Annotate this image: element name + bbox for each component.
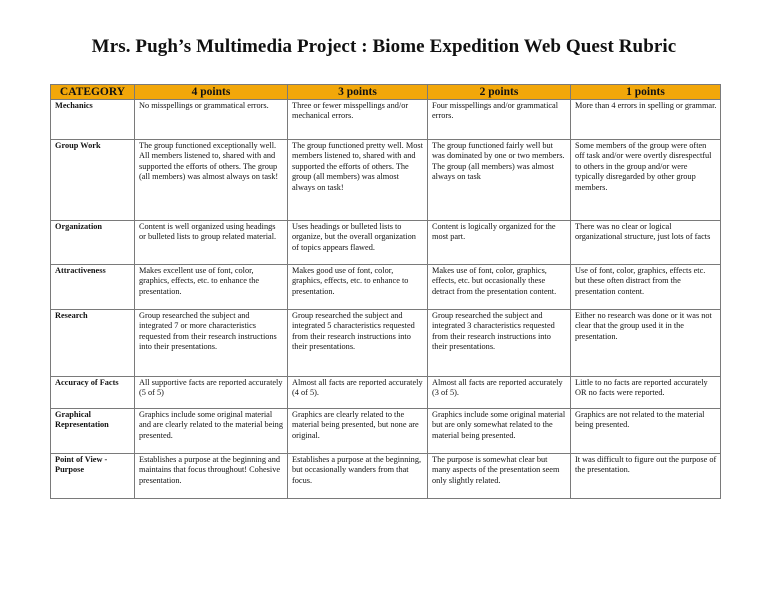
table-row <box>51 221 721 265</box>
category-cell: Group Work <box>51 140 135 221</box>
header-1-points: 1 points <box>571 85 721 100</box>
category-cell: Accuracy of Facts <box>51 377 135 409</box>
criteria-cell: Makes use of font, color, graphics, effects, etc. but occasionally these detract from the presentation content. <box>428 265 571 310</box>
category-cell: Research <box>51 310 135 377</box>
criteria-cell: Establishes a purpose at the beginning, but occasionally wanders from that focus. <box>288 454 428 499</box>
criteria-cell: The group functioned exceptionally well. All members listened to, shared with and supported the efforts of others. The group (all members) was almost always on task! <box>135 140 288 221</box>
criteria-cell: It was difficult to figure out the purpose of the presentation. <box>571 454 721 499</box>
criteria-cell: Content is well organized using headings or bulleted lists to group related material. <box>135 221 288 265</box>
criteria-cell: No misspellings or grammatical errors. <box>135 100 288 140</box>
category-cell: Graphical Representation <box>51 409 135 454</box>
table-row <box>51 100 721 140</box>
criteria-cell: There was no clear or logical organizational structure, just lots of facts <box>571 221 721 265</box>
criteria-cell: Group researched the subject and integrated 7 or more characteristics requested from their research instructions into their presentations. <box>135 310 288 377</box>
criteria-cell: Graphics are clearly related to the material being presented, but none are original. <box>288 409 428 454</box>
table-row <box>51 454 721 499</box>
criteria-cell: Some members of the group were often off task and/or were overtly disrespectful to others in the group and/or were typically disregarded by other group members. <box>571 140 721 221</box>
category-cell: Attractiveness <box>51 265 135 310</box>
criteria-cell: The group functioned pretty well. Most members listened to, shared with and supported the efforts of others. The group (all members) was almost always on task! <box>288 140 428 221</box>
criteria-cell: Graphics include some original material and are clearly related to the material being presented. <box>135 409 288 454</box>
criteria-cell: More than 4 errors in spelling or grammar. <box>571 100 721 140</box>
criteria-cell: Use of font, color, graphics, effects etc. but these often distract from the presentation content. <box>571 265 721 310</box>
criteria-cell: Uses headings or bulleted lists to organize, but the overall organization of topics appears flawed. <box>288 221 428 265</box>
criteria-cell: Graphics include some original material but are only somewhat related to the material being presented. <box>428 409 571 454</box>
criteria-cell: Little to no facts are reported accurately OR no facts were reported. <box>571 377 721 409</box>
table-row <box>51 377 721 409</box>
criteria-cell: The purpose is somewhat clear but many aspects of the presentation seem only slightly related. <box>428 454 571 499</box>
category-cell: Organization <box>51 221 135 265</box>
table-row <box>51 140 721 221</box>
criteria-cell: Graphics are not related to the material being presented. <box>571 409 721 454</box>
criteria-cell: Three or fewer misspellings and/or mechanical errors. <box>288 100 428 140</box>
criteria-cell: Almost all facts are reported accurately (3 of 5). <box>428 377 571 409</box>
criteria-cell: The group functioned fairly well but was dominated by one or two members. The group (all members) was almost always on task <box>428 140 571 221</box>
criteria-cell: Makes excellent use of font, color, graphics, effects, etc. to enhance the presentation. <box>135 265 288 310</box>
table-row <box>51 265 721 310</box>
criteria-cell: Almost all facts are reported accurately (4 of 5). <box>288 377 428 409</box>
rubric-table <box>50 84 721 499</box>
criteria-cell: Content is logically organized for the most part. <box>428 221 571 265</box>
header-category: CATEGORY <box>51 85 135 100</box>
table-row <box>51 310 721 377</box>
header-4-points: 4 points <box>135 85 288 100</box>
category-cell: Mechanics <box>51 100 135 140</box>
criteria-cell: Group researched the subject and integrated 5 characteristics requested from their research instructions into their presentations. <box>288 310 428 377</box>
category-cell: Point of View - Purpose <box>51 454 135 499</box>
table-row <box>51 409 721 454</box>
header-3-points: 3 points <box>288 85 428 100</box>
criteria-cell: Four misspellings and/or grammatical errors. <box>428 100 571 140</box>
page-title: Mrs. Pugh’s Multimedia Project : Biome Expedition Web Quest Rubric <box>91 36 677 57</box>
criteria-cell: All supportive facts are reported accurately (5 of 5) <box>135 377 288 409</box>
header-row <box>51 85 721 100</box>
criteria-cell: Group researched the subject and integrated 3 characteristics requested from their research instructions into their presentations. <box>428 310 571 377</box>
criteria-cell: Either no research was done or it was not clear that the group used it in the presentation. <box>571 310 721 377</box>
criteria-cell: Establishes a purpose at the beginning and maintains that focus throughout! Cohesive presentation. <box>135 454 288 499</box>
criteria-cell: Makes good use of font, color, graphics, effects, etc. to enhance to presentation. <box>288 265 428 310</box>
header-2-points: 2 points <box>428 85 571 100</box>
